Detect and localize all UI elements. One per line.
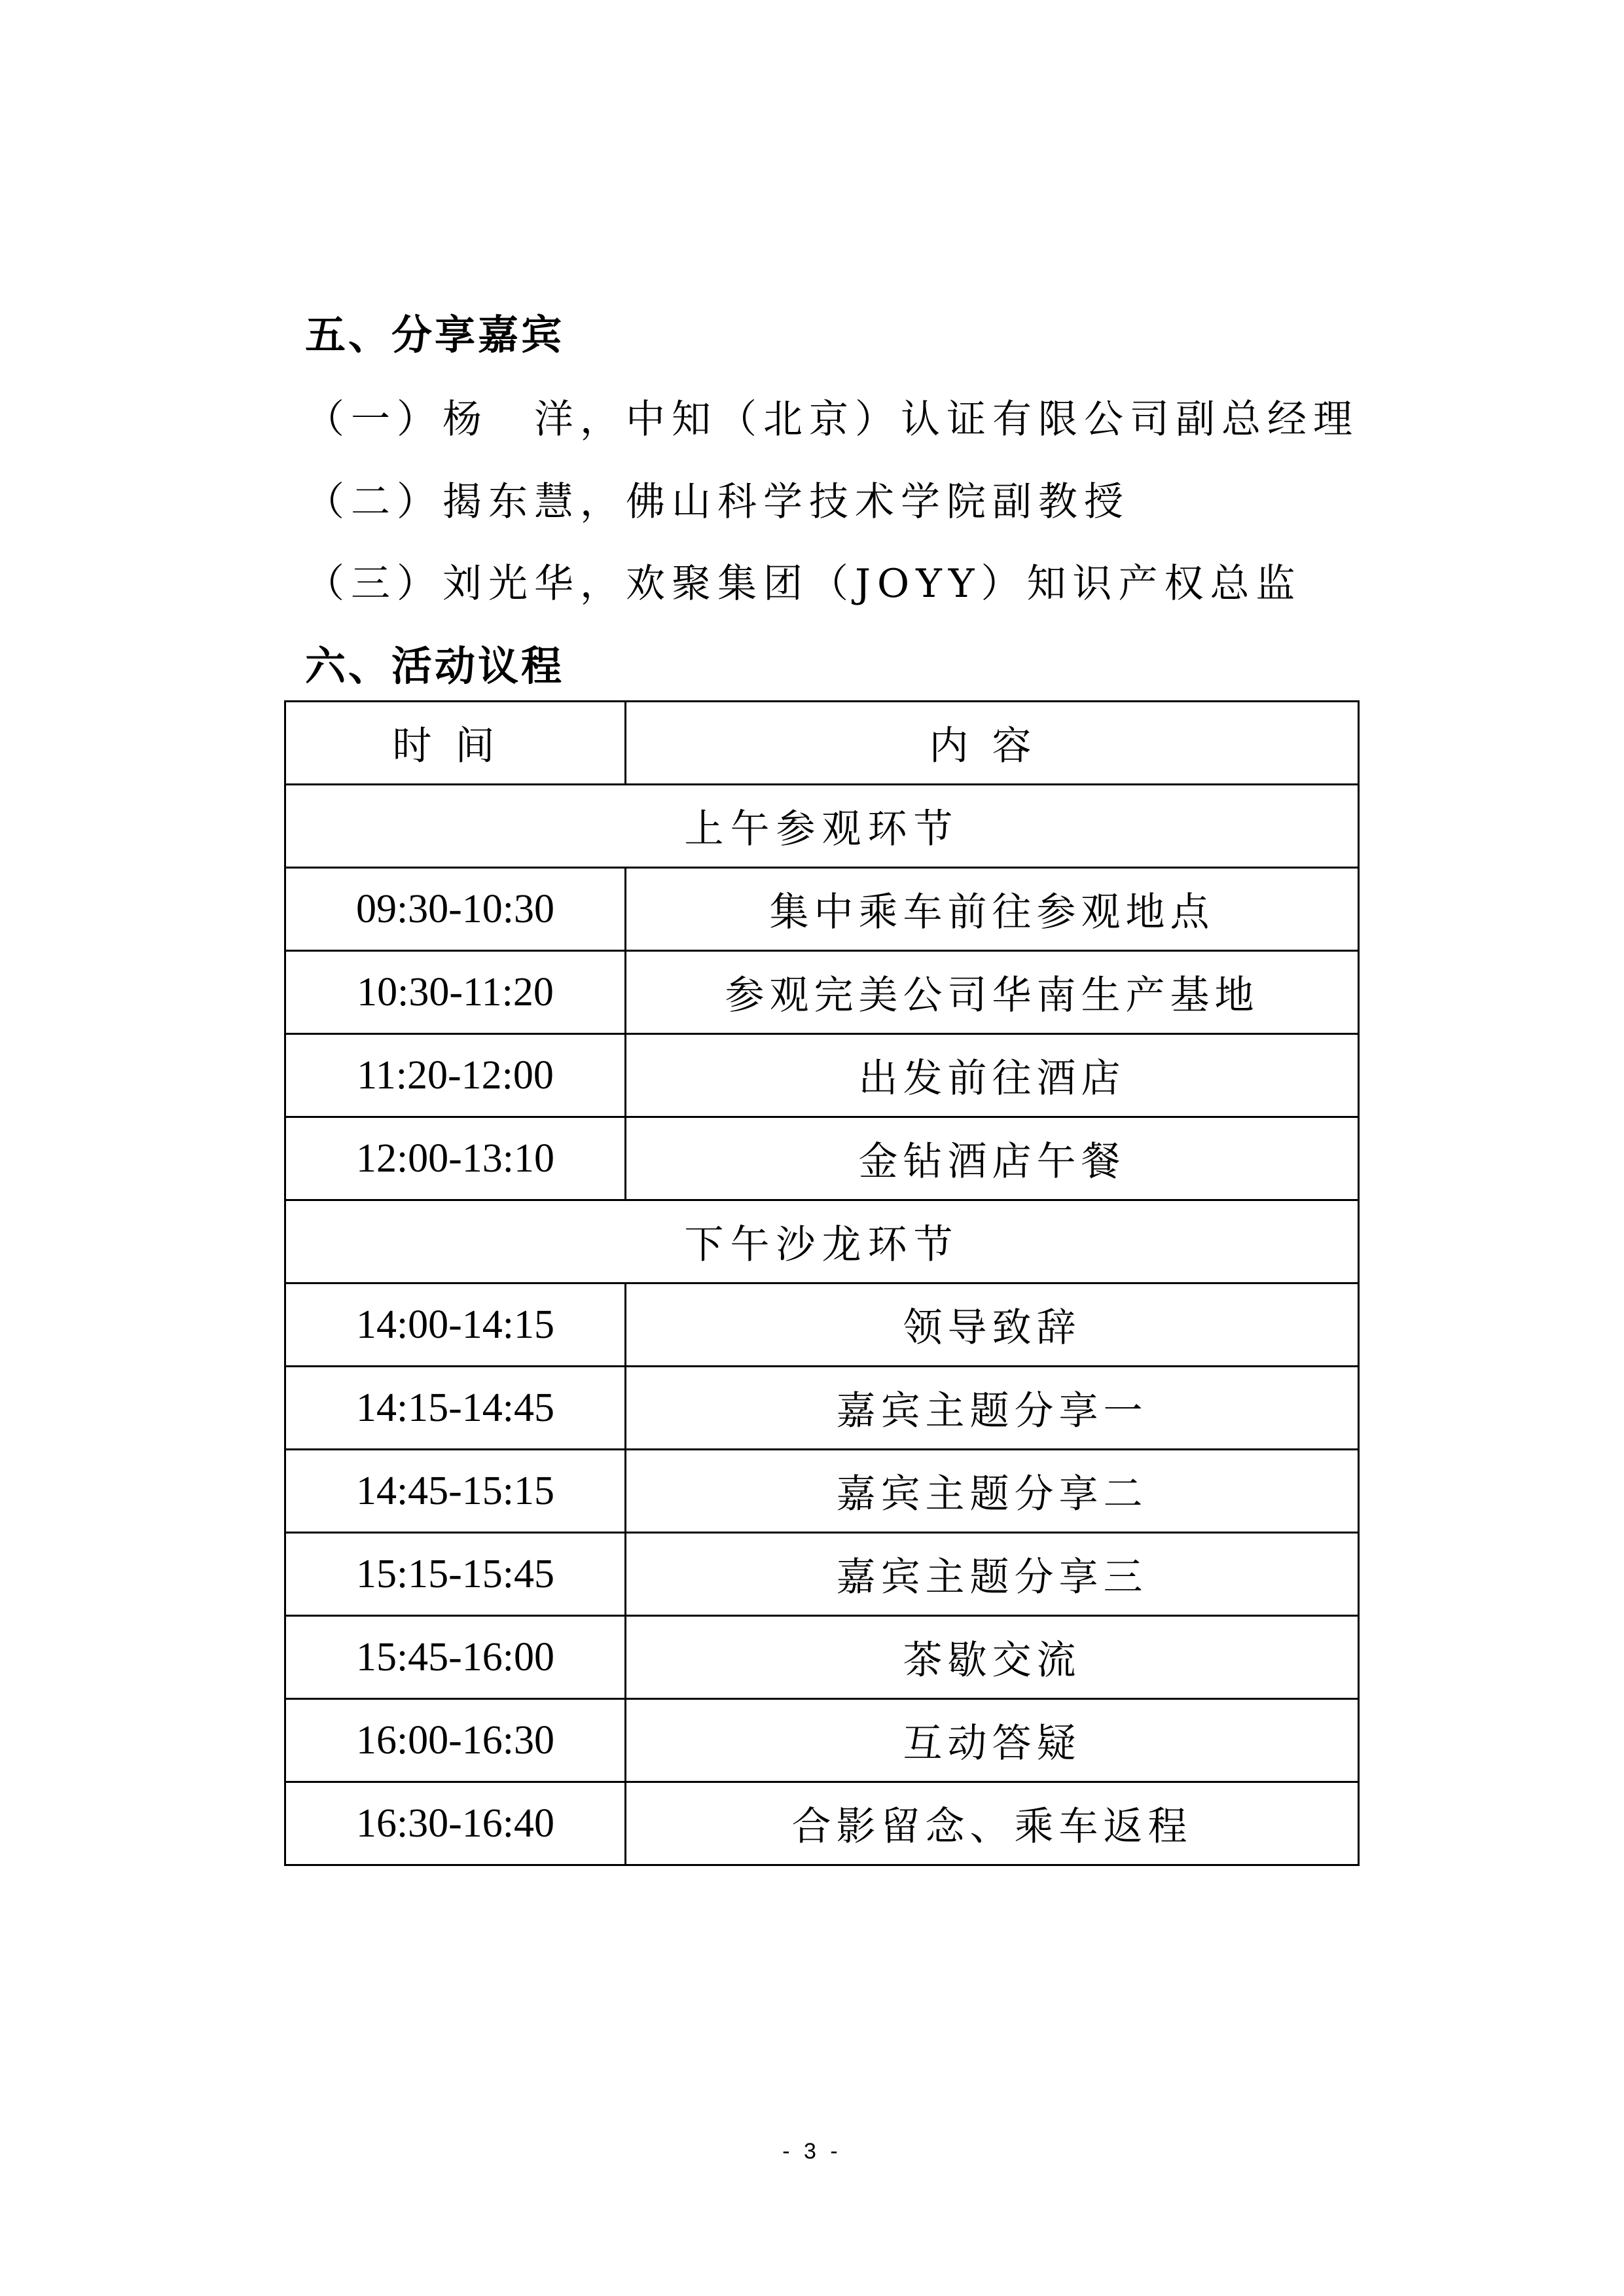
guest-number: （三） — [305, 561, 442, 607]
table-row — [285, 1782, 1359, 1865]
table-header-row — [285, 702, 1359, 785]
content-cell: 嘉宾主题分享一 — [626, 1367, 1359, 1450]
guest-number: （二） — [305, 479, 442, 525]
content-cell: 互动答疑 — [626, 1699, 1359, 1782]
time-cell: 16:00-16:30 — [285, 1699, 626, 1782]
column-header-content: 内容 — [626, 702, 1359, 785]
page-number: - 3 - — [782, 2139, 842, 2164]
time-cell: 14:00-14:15 — [285, 1283, 626, 1367]
guest-organization: 中知（北京）认证有限公司副总经理 — [626, 397, 1359, 442]
guest-item-1 — [305, 393, 1359, 446]
time-cell: 16:30-16:40 — [285, 1782, 626, 1865]
table-row — [285, 1450, 1359, 1533]
table-row — [285, 1283, 1359, 1367]
guest-name: 揭东慧， — [442, 479, 626, 525]
content-cell: 合影留念、乘车返程 — [626, 1782, 1359, 1865]
time-cell: 10:30-11:20 — [285, 951, 626, 1034]
time-cell: 15:15-15:45 — [285, 1533, 626, 1616]
guest-item-2 — [305, 476, 1130, 528]
column-header-time: 时间 — [285, 702, 626, 785]
time-cell: 09:30-10:30 — [285, 868, 626, 951]
time-cell: 11:20-12:00 — [285, 1034, 626, 1117]
guest-number: （一） — [305, 397, 442, 442]
phase-row-afternoon — [285, 1200, 1359, 1283]
table-row — [285, 1367, 1359, 1450]
content-cell: 金钻酒店午餐 — [626, 1117, 1359, 1200]
guest-name: 杨 洋， — [442, 397, 626, 442]
guest-item-3 — [305, 558, 1301, 610]
table-row — [285, 1699, 1359, 1782]
content-cell: 茶歇交流 — [626, 1616, 1359, 1699]
time-cell: 14:45-15:15 — [285, 1450, 626, 1533]
guests-heading: 五、分享嘉宾 — [305, 311, 565, 359]
time-cell: 14:15-14:45 — [285, 1367, 626, 1450]
table-row — [285, 1533, 1359, 1616]
table-row — [285, 1117, 1359, 1200]
guest-organization: 欢聚集团（JOYY）知识产权总监 — [626, 561, 1302, 607]
table-row — [285, 1034, 1359, 1117]
guest-organization: 佛山科学技术学院副教授 — [626, 479, 1130, 525]
content-cell: 集中乘车前往参观地点 — [626, 868, 1359, 951]
table-row — [285, 1616, 1359, 1699]
time-cell: 12:00-13:10 — [285, 1117, 626, 1200]
table-row — [285, 951, 1359, 1034]
content-cell: 出发前往酒店 — [626, 1034, 1359, 1117]
agenda-table — [284, 700, 1360, 1866]
content-cell: 嘉宾主题分享三 — [626, 1533, 1359, 1616]
table-row — [285, 868, 1359, 951]
content-cell: 参观完美公司华南生产基地 — [626, 951, 1359, 1034]
guest-name: 刘光华， — [442, 561, 626, 607]
content-cell: 嘉宾主题分享二 — [626, 1450, 1359, 1533]
phase-label: 下午沙龙环节 — [285, 1200, 1359, 1283]
phase-label: 上午参观环节 — [285, 785, 1359, 868]
content-cell: 领导致辞 — [626, 1283, 1359, 1367]
phase-row-morning — [285, 785, 1359, 868]
time-cell: 15:45-16:00 — [285, 1616, 626, 1699]
agenda-heading: 六、活动议程 — [305, 642, 565, 690]
